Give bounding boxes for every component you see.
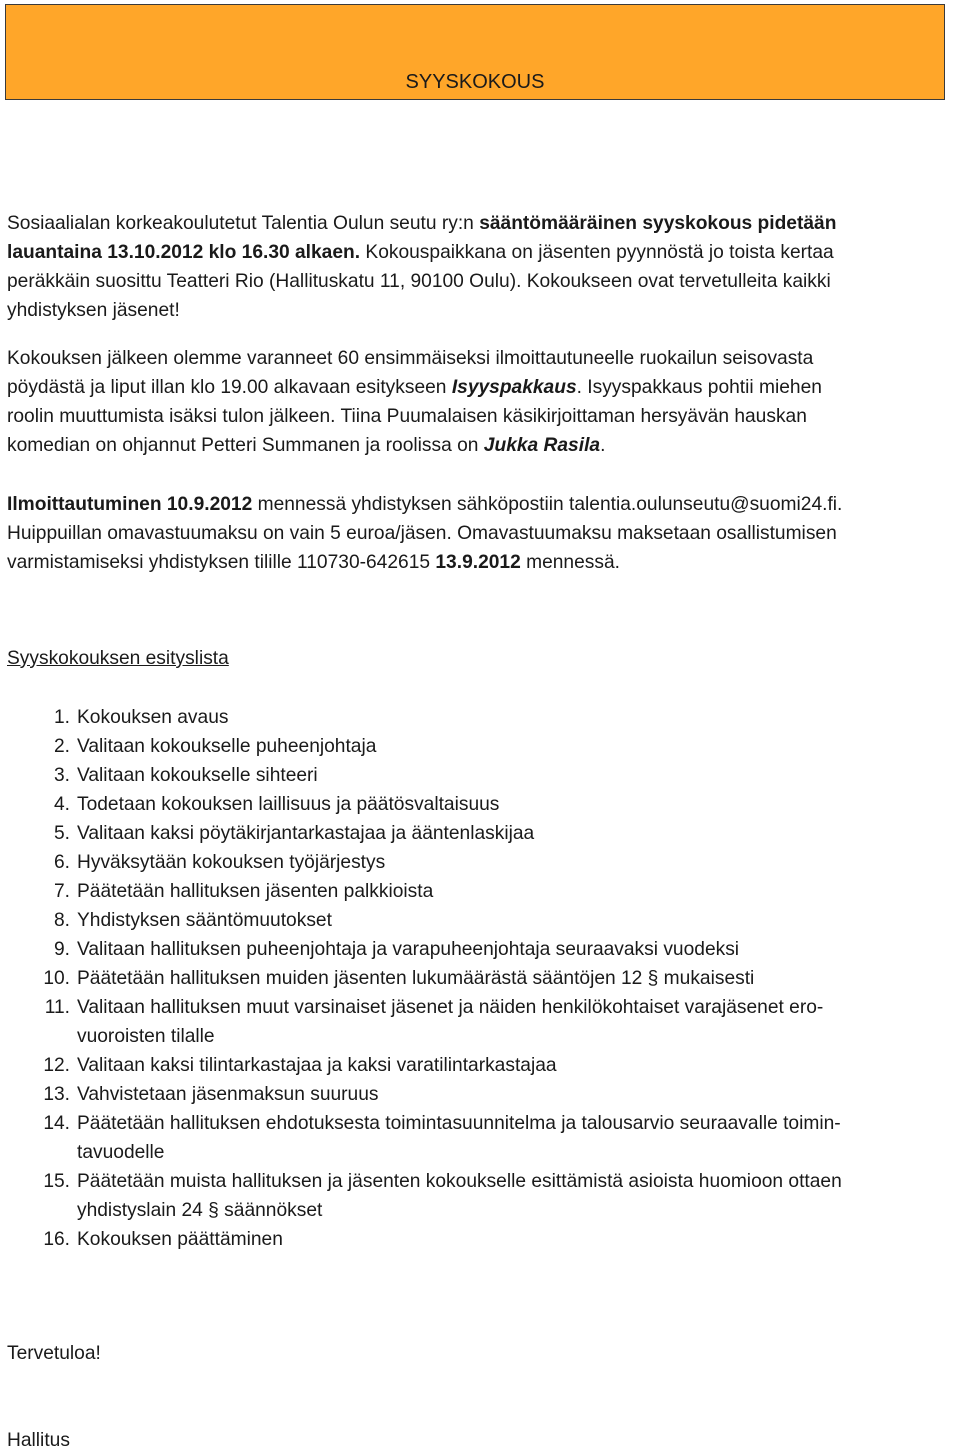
list-item-number: 3. bbox=[53, 765, 70, 786]
list-item-number: 14. bbox=[43, 1113, 70, 1134]
registration-deadline: Ilmoittautuminen 10.9.2012 bbox=[7, 494, 253, 515]
list-item-text bbox=[77, 1051, 947, 1080]
registration-paragraph bbox=[7, 490, 957, 577]
list-item-text bbox=[77, 1109, 947, 1167]
list-item-number: 11. bbox=[44, 997, 70, 1018]
registration-text: Huippuillan omavastuumaksu on vain 5 euroa/jäsen. Omavastuumaksu maksetaan osallistumisen bbox=[7, 523, 837, 544]
list-item-number: 15. bbox=[43, 1171, 70, 1192]
list-item-line: Kokouksen päättäminen bbox=[77, 1229, 283, 1250]
event-text: Kokouksen jälkeen olemme varanneet 60 ensimmäiseksi ilmoittautuneelle ruokailun seisovasta bbox=[7, 348, 814, 369]
list-item-number: 16. bbox=[43, 1229, 70, 1250]
closing-text: Tervetuloa! bbox=[7, 1343, 101, 1364]
list-item-line: Valitaan hallituksen puheenjohtaja ja varapuheenjohtaja seuraavaksi vuodeksi bbox=[77, 939, 740, 960]
list-item-number: 5. bbox=[53, 823, 70, 844]
list-item-text bbox=[77, 819, 947, 848]
list-item-text bbox=[77, 761, 947, 790]
list-item-text bbox=[77, 703, 947, 732]
registration-text: mennessä. bbox=[526, 552, 620, 573]
list-item-line: Päätetään hallituksen muiden jäsenten lukumäärästä sääntöjen 12 § mukaisesti bbox=[77, 968, 755, 989]
list-item-text bbox=[77, 877, 947, 906]
list-item-line: Yhdistyksen sääntömuutokset bbox=[77, 910, 332, 931]
intro-bold-text: sääntömääräinen syyskokous pidetään bbox=[479, 213, 837, 234]
list-item-number: 12. bbox=[43, 1055, 70, 1076]
list-item-text bbox=[77, 993, 947, 1051]
list-item-number: 9. bbox=[53, 939, 70, 960]
event-text: . Isyyspakkaus pohtii miehen bbox=[576, 377, 822, 398]
list-item-number: 4. bbox=[53, 794, 70, 815]
list-item-text bbox=[77, 1080, 947, 1109]
page-title: SYYSKOKOUS bbox=[405, 71, 545, 93]
list-item-line: Päätetään muista hallituksen ja jäsenten kokoukselle esittämistä asioista huomioon ottaen bbox=[77, 1171, 842, 1192]
event-text: roolin muuttumista isäksi tulon jälkeen. Tiina Puumalaisen käsikirjoittaman hersyävän hauskan bbox=[7, 406, 807, 427]
list-item-text bbox=[77, 1167, 947, 1225]
intro-text: yhdistyksen jäsenet! bbox=[7, 300, 180, 321]
list-item-text bbox=[77, 790, 947, 819]
actor-name: Jukka Rasila bbox=[483, 435, 601, 456]
payment-deadline: 13.9.2012 bbox=[435, 552, 521, 573]
event-text: komedian on ohjannut Petteri Summanen ja roolissa on bbox=[7, 435, 479, 456]
list-item-number: 13. bbox=[43, 1084, 70, 1105]
intro-paragraph bbox=[7, 209, 957, 325]
list-item-text bbox=[77, 732, 947, 761]
list-item-line: Hyväksytään kokouksen työjärjestys bbox=[77, 852, 386, 873]
intro-text: Kokouspaikkana on jäsenten pyynnöstä jo toista kertaa bbox=[365, 242, 834, 263]
list-item-number: 10. bbox=[43, 968, 70, 989]
title-banner bbox=[5, 4, 945, 100]
list-item-text bbox=[77, 964, 947, 993]
list-item-line: Valitaan kaksi pöytäkirjantarkastajaa ja ääntenlaskijaa bbox=[77, 823, 535, 844]
list-item-text bbox=[77, 1225, 947, 1254]
list-item-line: Valitaan kaksi tilintarkastajaa ja kaksi varatilintarkastajaa bbox=[77, 1055, 557, 1076]
list-item-text bbox=[77, 906, 947, 935]
list-item-line: vuoroisten tilalle bbox=[77, 1026, 215, 1047]
list-item-line: Todetaan kokouksen laillisuus ja päätösvaltaisuus bbox=[77, 794, 500, 815]
list-item-number: 6. bbox=[53, 852, 70, 873]
meeting-date: lauantaina 13.10.2012 klo 16.30 alkaen. bbox=[7, 242, 361, 263]
list-item-line: Valitaan hallituksen muut varsinaiset jäsenet ja näiden henkilökohtaiset varajäsenet ero- bbox=[77, 997, 824, 1018]
registration-text: varmistamiseksi yhdistyksen tilille 110730-642615 bbox=[7, 552, 431, 573]
list-item-line: Päätetään hallituksen jäsenten palkkioista bbox=[77, 881, 434, 902]
registration-text: mennessä yhdistyksen sähköpostiin talentia.oulunseutu@suomi24.fi. bbox=[257, 494, 843, 515]
intro-text: peräkkäin suosittu Teatteri Rio (Hallituskatu 11, 90100 Oulu). Kokoukseen ovat tervetulleita kaikki bbox=[7, 271, 831, 292]
list-item-number: 8. bbox=[53, 910, 70, 931]
agenda-heading: Syyskokouksen esityslista bbox=[7, 648, 229, 669]
list-item-text bbox=[77, 848, 947, 877]
list-item-number: 7. bbox=[53, 881, 70, 902]
list-item-line: tavuodelle bbox=[77, 1142, 165, 1163]
event-text: pöydästä ja liput illan klo 19.00 alkavaan esitykseen bbox=[7, 377, 447, 398]
list-item-text bbox=[77, 935, 947, 964]
list-item-line: Valitaan kokoukselle sihteeri bbox=[77, 765, 318, 786]
list-item-line: yhdistyslain 24 § säännökset bbox=[77, 1200, 323, 1221]
event-paragraph bbox=[7, 344, 957, 460]
intro-text: Sosiaalialan korkeakoulutetut Talentia Oulun seutu ry:n bbox=[7, 213, 474, 234]
list-item-number: 1. bbox=[53, 707, 70, 728]
list-item-line: Valitaan kokoukselle puheenjohtaja bbox=[77, 736, 377, 757]
event-text: . bbox=[600, 435, 606, 456]
list-item-line: Vahvistetaan jäsenmaksun suuruus bbox=[77, 1084, 379, 1105]
signature: Hallitus bbox=[7, 1430, 70, 1451]
list-item-number: 2. bbox=[53, 736, 70, 757]
list-item-line: Kokouksen avaus bbox=[77, 707, 229, 728]
play-title: Isyyspakkaus bbox=[451, 377, 577, 398]
list-item-line: Päätetään hallituksen ehdotuksesta toimintasuunnitelma ja talousarvio seuraavalle toimin- bbox=[77, 1113, 841, 1134]
